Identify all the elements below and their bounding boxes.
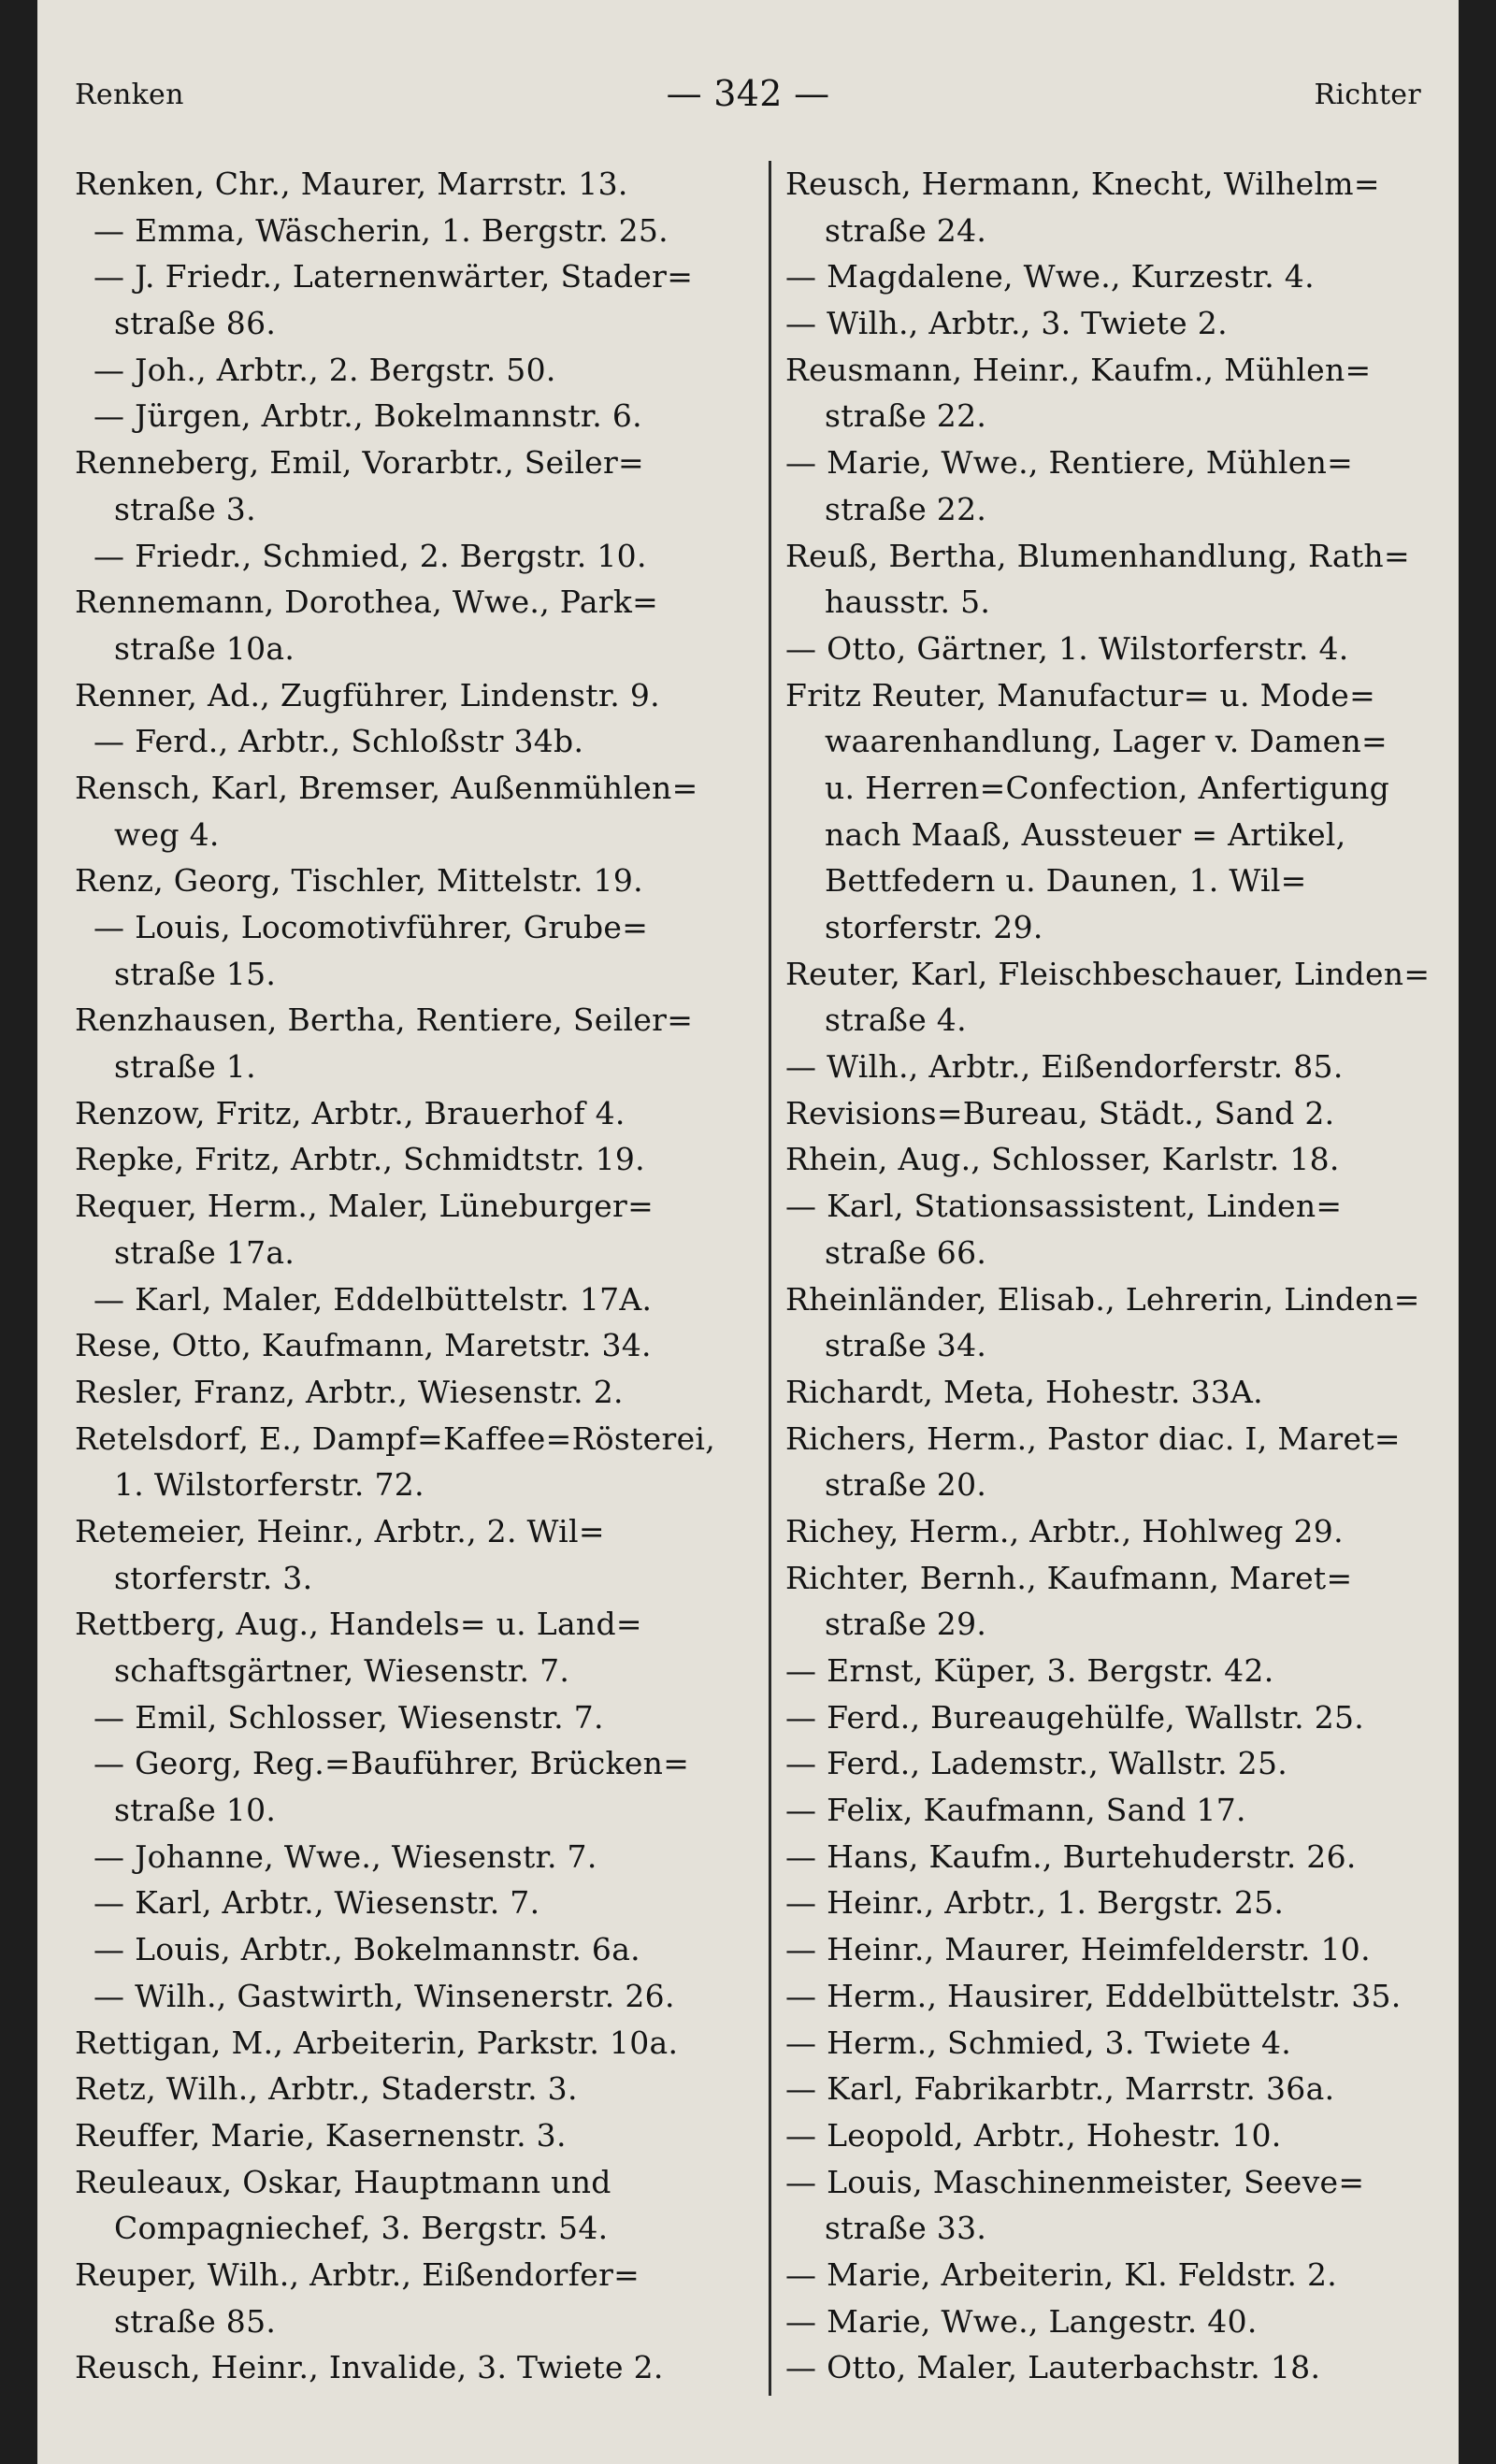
directory-entry-line: — Otto, Gärtner, 1. Wilstorferstr. 4. [785,629,1349,667]
directory-entry-line: u. Herren=Confection, Anfertigung [825,769,1390,806]
directory-entry-line: — Felix, Kaufmann, Sand 17. [785,1792,1246,1829]
directory-entry-line: storferstr. 29. [825,909,1043,945]
directory-entry-line: Reusmann, Heinr., Kaufm., Mühlen= [785,351,1372,388]
directory-entry-line: Richardt, Meta, Hohestr. 33A. [785,1373,1263,1410]
directory-entry-line: 1. Wilstorferstr. 72. [114,1466,424,1504]
directory-entry-line: — Heinr., Maurer, Heimfelderstr. 10. [785,1931,1371,1968]
directory-entry-line: Rese, Otto, Kaufmann, Maretstr. 34. [75,1327,652,1364]
directory-entry-line: — Magdalene, Wwe., Kurzestr. 4. [785,258,1315,295]
directory-entry-line: straße 3. [114,490,256,527]
directory-entry-line: Rennemann, Dorothea, Wwe., Park= [75,584,659,621]
directory-entry-line: — Wilh., Gastwirth, Winsenerstr. 26. [94,1977,675,2014]
directory-entry-line: Retz, Wilh., Arbtr., Staderstr. 3. [75,2070,578,2108]
directory-entry-line: weg 4. [114,815,220,853]
directory-entry-line: Resler, Franz, Arbtr., Wiesenstr. 2. [75,1373,624,1410]
directory-entry-line: Rettberg, Aug., Handels= u. Land= [75,1606,642,1643]
directory-entry-line: — Herm., Hausirer, Eddelbüttelstr. 35. [785,1977,1402,2014]
directory-entry-line: — Ferd., Bureaugehülfe, Wallstr. 25. [785,1698,1365,1736]
directory-entry-line: Reusch, Heinr., Invalide, 3. Twiete 2. [75,2349,664,2386]
directory-entry-line: — Marie, Arbeiterin, Kl. Feldstr. 2. [785,2255,1338,2293]
directory-entry-line: waarenhandlung, Lager v. Damen= [825,723,1388,760]
directory-entry-line: — Jürgen, Arbtr., Bokelmannstr. 6. [94,397,642,435]
directory-entry-line: — Wilh., Arbtr., 3. Twiete 2. [785,305,1228,342]
directory-entry-line: Revisions=Bureau, Städt., Sand 2. [785,1094,1335,1131]
directory-entry-line: — Ferd., Lademstr., Wallstr. 25. [785,1745,1288,1782]
directory-entry-line: Compagniechef, 3. Bergstr. 54. [114,2210,609,2247]
directory-entry-line: — Louis, Maschinenmeister, Seeve= [785,2163,1365,2200]
right-column [785,161,1440,2424]
directory-entry-line: hausstr. 5. [825,584,991,621]
directory-entry-line: Renner, Ad., Zugführer, Lindenstr. 9. [75,676,660,713]
directory-entry-line: straße 10a. [114,629,295,667]
directory-entry-line: Richey, Herm., Arbtr., Hohlweg 29. [785,1512,1344,1549]
directory-entry-line: straße 22. [825,490,987,527]
running-head-right: Richter [1314,79,1421,111]
directory-entry-line: — Louis, Arbtr., Bokelmannstr. 6a. [94,1931,640,1968]
directory-entry-line: Renneberg, Emil, Vorarbtr., Seiler= [75,444,645,482]
directory-entry-line: — Leopold, Arbtr., Hohestr. 10. [785,2116,1282,2154]
page-header [75,73,1421,120]
directory-entry-line: straße 1. [114,1048,256,1086]
directory-entry-line: Renzhausen, Bertha, Rentiere, Seiler= [75,1001,694,1039]
directory-entry-line: straße 66. [825,1233,987,1271]
directory-entry-line: straße 86. [114,305,277,342]
directory-entry-line: Retemeier, Heinr., Arbtr., 2. Wil= [75,1512,605,1549]
directory-entry-line: Renken, Chr., Maurer, Marrstr. 13. [75,166,628,202]
directory-entry-line: Reuter, Karl, Fleischbeschauer, Linden= [785,955,1431,992]
directory-entry-line: — Karl, Fabrikarbtr., Marrstr. 36a. [785,2070,1335,2108]
directory-entry-line: — J. Friedr., Laternenwärter, Stader= [94,258,694,295]
directory-entry-line: Rheinländer, Elisab., Lehrerin, Linden= [785,1280,1420,1318]
directory-entry-line: Requer, Herm., Maler, Lüneburger= [75,1188,654,1225]
directory-entry-line: — Louis, Locomotivführer, Grube= [94,909,649,945]
directory-entry-line: — Herm., Schmied, 3. Twiete 4. [785,2024,1292,2061]
directory-entry-line: — Heinr., Arbtr., 1. Bergstr. 25. [785,1884,1285,1922]
directory-entry-line: — Ferd., Arbtr., Schloßstr 34b. [94,723,584,760]
left-column [75,161,759,2424]
directory-entry-line: straße 22. [825,397,987,435]
directory-entry-line: — Karl, Maler, Eddelbüttelstr. 17A. [94,1280,653,1318]
directory-entry-line: Fritz Reuter, Manufactur= u. Mode= [785,676,1376,713]
directory-entry-line: straße 24. [825,211,987,249]
directory-entry-line: — Georg, Reg.=Bauführer, Brücken= [94,1745,690,1782]
directory-entry-line: storferstr. 3. [114,1559,313,1596]
directory-entry-line: straße 29. [825,1606,987,1643]
directory-entry-line: — Joh., Arbtr., 2. Bergstr. 50. [94,351,556,388]
directory-entry-line: — Friedr., Schmied, 2. Bergstr. 10. [94,537,647,574]
directory-entry-line: Reuß, Bertha, Blumenhandlung, Rath= [785,537,1410,574]
directory-entry-line: straße 33. [825,2210,987,2247]
directory-entry-line: straße 17a. [114,1233,295,1271]
directory-entry-line: — Emma, Wäscherin, 1. Bergstr. 25. [94,211,669,249]
directory-entry-line: Rensch, Karl, Bremser, Außenmühlen= [75,769,698,806]
directory-entry-line: — Karl, Arbtr., Wiesenstr. 7. [94,1884,540,1922]
column-divider [769,161,771,2396]
directory-entry-line: Reusch, Hermann, Knecht, Wilhelm= [785,166,1380,202]
directory-entry-line: Retelsdorf, E., Dampf=Kaffee=Rösterei, [75,1419,716,1457]
page-number: — 342 — [666,73,830,114]
directory-entry-line: Reuleaux, Oskar, Hauptmann und [75,2163,611,2200]
directory-entry-line: Repke, Fritz, Arbtr., Schmidtstr. 19. [75,1141,645,1178]
directory-entry-line: — Marie, Wwe., Langestr. 40. [785,2302,1258,2340]
directory-entry-line: — Otto, Maler, Lauterbachstr. 18. [785,2349,1321,2386]
directory-entry-line: — Johanne, Wwe., Wiesenstr. 7. [94,1837,597,1875]
directory-entry-line: straße 85. [114,2302,277,2340]
directory-entry-line: Renz, Georg, Tischler, Mittelstr. 19. [75,862,643,900]
directory-entry-line: straße 15. [114,955,277,992]
directory-entry-line: Rettigan, M., Arbeiterin, Parkstr. 10a. [75,2024,679,2061]
directory-entry-line: — Ernst, Küper, 3. Bergstr. 42. [785,1652,1274,1689]
directory-entry-line: Renzow, Fritz, Arbtr., Brauerhof 4. [75,1094,626,1131]
directory-entry-line: Richter, Bernh., Kaufmann, Maret= [785,1559,1353,1596]
directory-entry-line: — Karl, Stationsassistent, Linden= [785,1188,1343,1225]
directory-entry-line: straße 20. [825,1466,987,1504]
directory-page [37,0,1459,2464]
directory-entry-line: schaftsgärtner, Wiesenstr. 7. [114,1652,570,1689]
directory-entry-line: Richers, Herm., Pastor diac. I, Maret= [785,1419,1401,1457]
directory-entry-line: — Hans, Kaufm., Burtehuderstr. 26. [785,1837,1357,1875]
running-head-left: Renken [75,79,184,111]
directory-entry-line: — Marie, Wwe., Rentiere, Mühlen= [785,444,1354,482]
directory-entry-line: Reuper, Wilh., Arbtr., Eißendorfer= [75,2255,640,2293]
directory-entry-line: Bettfedern u. Daunen, 1. Wil= [825,862,1307,900]
directory-entry-line: — Wilh., Arbtr., Eißendorferstr. 85. [785,1048,1344,1086]
directory-entry-line: straße 4. [825,1001,967,1039]
directory-entry-line: nach Maaß, Aussteuer = Artikel, [825,815,1346,853]
directory-entry-line: straße 10. [114,1792,277,1829]
directory-entry-line: Rhein, Aug., Schlosser, Karlstr. 18. [785,1141,1340,1178]
directory-entry-line: straße 34. [825,1327,987,1364]
directory-entry-line: Reuffer, Marie, Kasernenstr. 3. [75,2116,567,2154]
directory-entry-line: — Emil, Schlosser, Wiesenstr. 7. [94,1698,604,1736]
